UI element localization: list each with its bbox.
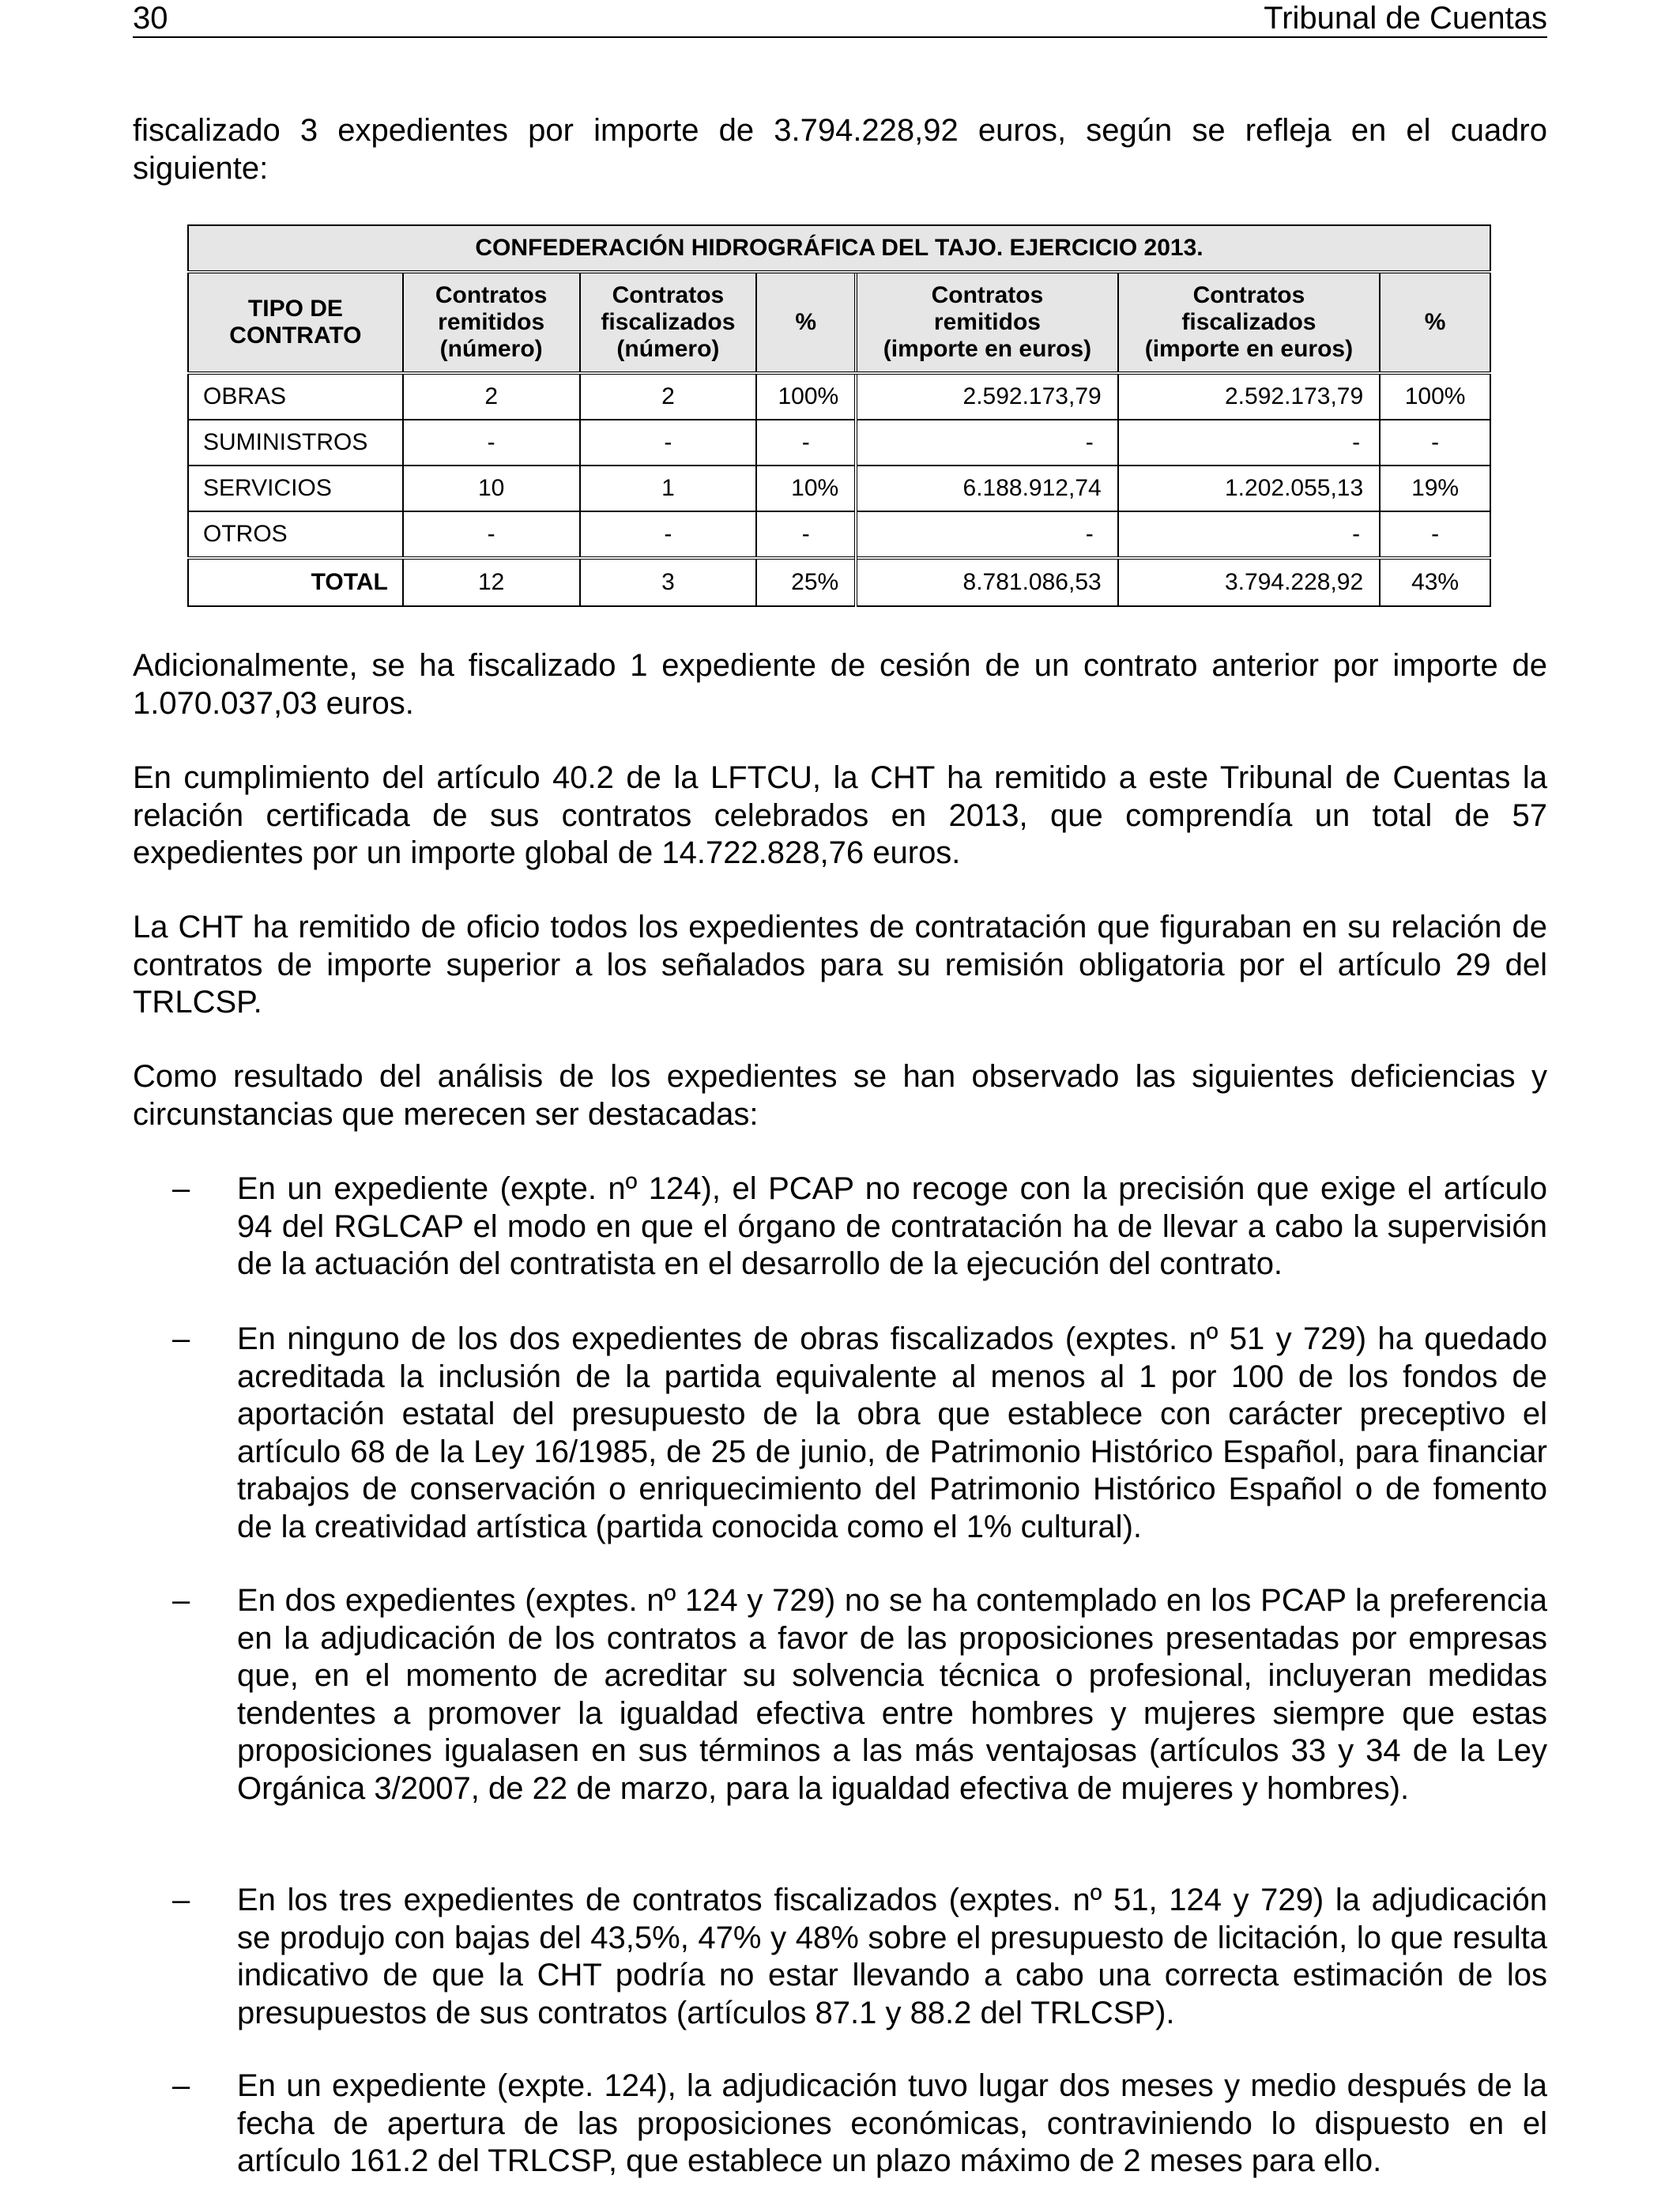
bullet-marker: – xyxy=(172,1583,190,1618)
contracts-table xyxy=(187,224,1491,607)
bullet-marker: – xyxy=(172,2068,190,2103)
cell-tipo: OBRAS xyxy=(188,373,403,420)
cell-rem-imp: - xyxy=(856,420,1117,466)
col-header-fiscalizados-importe: Contratos fiscalizados (importe en euros) xyxy=(1118,272,1380,373)
cell-total-label: TOTAL xyxy=(188,558,403,606)
table-row xyxy=(188,511,1490,558)
page-header xyxy=(133,0,1547,38)
bullet-item: En dos expedientes (exptes. nº 124 y 729) no se ha contemplado en los PCAP la preferencia en la adjudicación de los contratos a favor de las proposiciones presentadas por empresas que, en el momento de acreditar su solvencia técnica o profesional, incluyeran medidas tendentes a promover la igualdad efectiva entre hombres y mujeres siempre que estas proposiciones igualasen en sus términos a las más ventajosas (artículos 33 y 34 de la Ley Orgánica 3/2007, de 22 de marzo, para la igualdad efectiva de mujeres y hombres). xyxy=(237,1583,1547,1806)
cell-rem-num: - xyxy=(403,511,580,558)
cell-tipo: SUMINISTROS xyxy=(188,420,403,466)
table-row xyxy=(188,373,1490,420)
cell-pct1: - xyxy=(756,420,856,466)
bullet-item: En ninguno de los dos expedientes de obras fiscalizados (exptes. nº 51 y 729) ha quedado acreditada la inclusión de la partida equivalente al menos al 1 por 100 de los fondos de aportación estatal del presupuesto de la obra que establece con carácter preceptivo el artículo 68 de la Ley 16/1985, de 25 de junio, de Patrimonio Histórico Español, para financiar trabajos de conservación o enriquecimiento del Patrimonio Histórico Español o de fomento de la creatividad artística (partida conocida como el 1% cultural). xyxy=(237,1321,1547,1544)
bullet-item: En un expediente (expte. 124), la adjudicación tuvo lugar dos meses y medio después de la fecha de apertura de las proposiciones económicas, contraviniendo lo dispuesto en el artículo 161.2 del TRLCSP, que establece un plazo máximo de 2 meses para ello. xyxy=(237,2068,1547,2178)
cell-pct2: 19% xyxy=(1380,466,1490,511)
cell-fis-imp: 1.202.055,13 xyxy=(1118,466,1380,511)
bullet-marker: – xyxy=(172,1883,190,1917)
col-header-remitidos-numero: Contratos remitidos (número) xyxy=(403,272,580,373)
paragraph-adicionalmente: Adicionalmente, se ha fiscalizado 1 expediente de cesión de un contrato anterior por importe de 1.070.037,03 euros. xyxy=(133,648,1547,721)
cell-fis-imp: 2.592.173,79 xyxy=(1118,373,1380,420)
paragraph-resultado: Como resultado del análisis de los expedientes se han observado las siguientes deficiencias y circunstancias que merecen ser destacadas: xyxy=(133,1059,1547,1132)
cell-rem-num: - xyxy=(403,420,580,466)
bullet-marker: – xyxy=(172,1171,190,1206)
table-caption: CONFEDERACIÓN HIDROGRÁFICA DEL TAJO. EJERCICIO 2013. xyxy=(188,225,1490,272)
cell-fis-num: - xyxy=(580,420,757,466)
col-header-tipo: TIPO DE CONTRATO xyxy=(188,272,403,373)
cell-rem-num: 2 xyxy=(403,373,580,420)
paragraph-cumplimiento: En cumplimiento del artículo 40.2 de la LFTCU, la CHT ha remitido a este Tribunal de Cuentas la relación certificada de sus contratos celebrados en 2013, que comprendía un total de 57 expedientes por un importe global de 14.722.828,76 euros. xyxy=(133,760,1547,870)
cell-total-rem-imp: 8.781.086,53 xyxy=(856,558,1117,606)
cell-pct2: 100% xyxy=(1380,373,1490,420)
cell-fis-num: - xyxy=(580,511,757,558)
cell-rem-num: 10 xyxy=(403,466,580,511)
cell-rem-imp: - xyxy=(856,511,1117,558)
cell-fis-num: 1 xyxy=(580,466,757,511)
paragraph-remitido: La CHT ha remitido de oficio todos los expedientes de contratación que figuraban en su relación de contratos de importe superior a los señalados para su remisión obligatoria por el artículo 29 del TRLCSP. xyxy=(133,910,1547,1020)
bullet-item: En los tres expedientes de contratos fiscalizados (exptes. nº 51, 124 y 729) la adjudicación se produjo con bajas del 43,5%, 47% y 48% sobre el presupuesto de licitación, lo que resulta indicativo de que la CHT podría no estar llevando a cabo una correcta estimación de los presupuestos de sus contratos (artículos 87.1 y 88.2 del TRLCSP). xyxy=(237,1883,1547,2030)
table-row xyxy=(188,466,1490,511)
table-total-row xyxy=(188,558,1490,606)
cell-pct1: 10% xyxy=(756,466,856,511)
cell-tipo: OTROS xyxy=(188,511,403,558)
cell-pct2: - xyxy=(1380,420,1490,466)
col-header-fiscalizados-numero: Contratos fiscalizados (número) xyxy=(580,272,757,373)
cell-pct1: 100% xyxy=(756,373,856,420)
cell-fis-imp: - xyxy=(1118,511,1380,558)
cell-total-fis-num: 3 xyxy=(580,558,757,606)
intro-paragraph: fiscalizado 3 expedientes por importe de 3.794.228,92 euros, según se refleja en el cuadro siguiente: xyxy=(133,113,1547,186)
bullet-marker: – xyxy=(172,1321,190,1356)
cell-total-fis-imp: 3.794.228,92 xyxy=(1118,558,1380,606)
cell-total-rem-num: 12 xyxy=(403,558,580,606)
page-number: 30 xyxy=(133,1,168,36)
col-header-pct-numero: % xyxy=(756,272,856,373)
cell-rem-imp: 6.188.912,74 xyxy=(856,466,1117,511)
cell-pct2: - xyxy=(1380,511,1490,558)
cell-total-pct1: 25% xyxy=(756,558,856,606)
table-row xyxy=(188,420,1490,466)
cell-rem-imp: 2.592.173,79 xyxy=(856,373,1117,420)
cell-tipo: SERVICIOS xyxy=(188,466,403,511)
cell-pct1: - xyxy=(756,511,856,558)
header-title: Tribunal de Cuentas xyxy=(1264,1,1547,36)
col-header-pct-importe: % xyxy=(1380,272,1490,373)
cell-fis-imp: - xyxy=(1118,420,1380,466)
col-header-remitidos-importe: Contratos remitidos (importe en euros) xyxy=(856,272,1117,373)
bullet-item: En un expediente (expte. nº 124), el PCAP no recoge con la precisión que exige el artículo 94 del RGLCAP el modo en que el órgano de contratación ha de llevar a cabo la supervisión de la actuación del contratista en el desarrollo de la ejecución del contrato. xyxy=(237,1171,1547,1281)
cell-total-pct2: 43% xyxy=(1380,558,1490,606)
cell-fis-num: 2 xyxy=(580,373,757,420)
